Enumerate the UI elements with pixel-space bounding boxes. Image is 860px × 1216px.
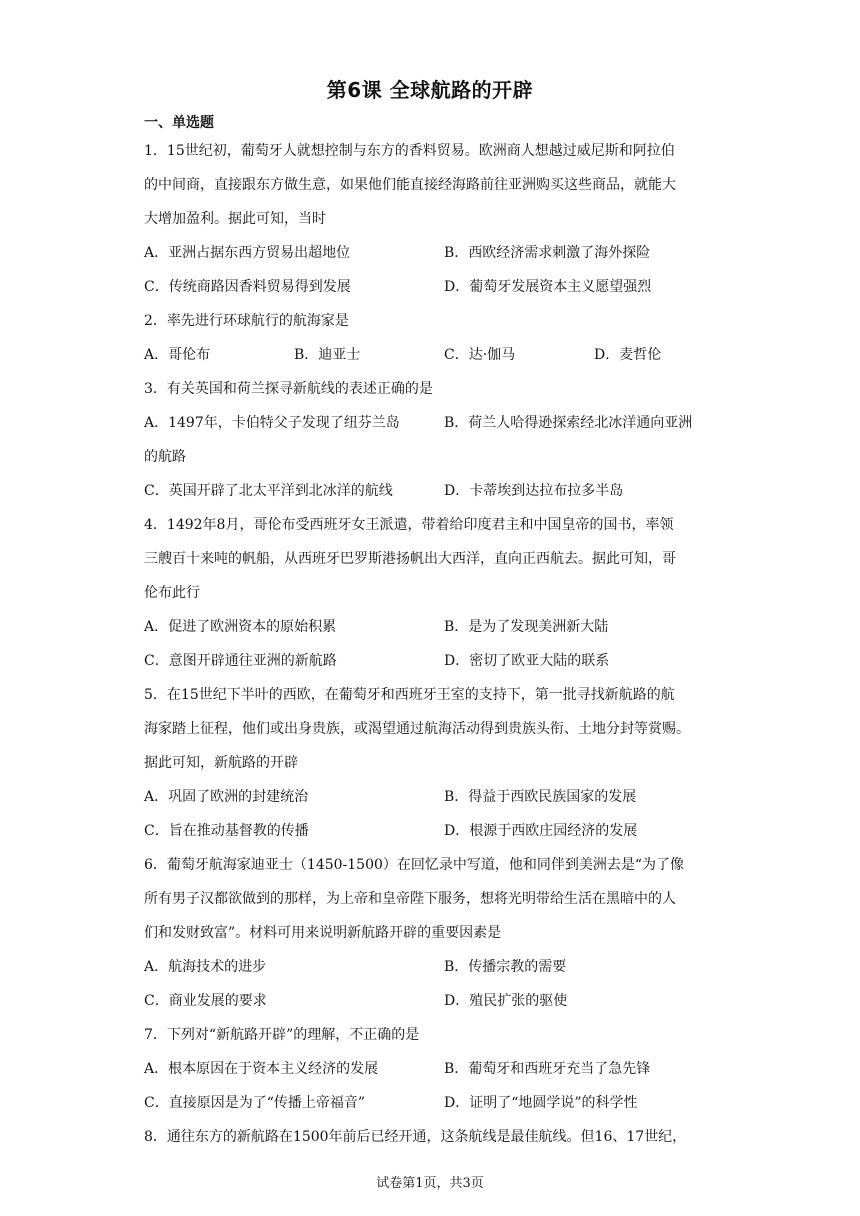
option-d: D．葡萄牙发展资本主义愿望强烈	[444, 279, 652, 295]
question-list	[144, 134, 719, 1154]
page-footer: 试卷第1页，共3页	[376, 1176, 484, 1191]
option-c: C．意图开辟通往亚洲的新航路	[144, 653, 337, 669]
question-stem-line: 7．下列对“新航路开辟”的理解，不正确的是	[144, 1027, 420, 1043]
option-a: A．1497年，卡伯特父子发现了纽芬兰岛	[144, 415, 400, 431]
question-stem-line: 5．在15世纪下半叶的西欧，在葡萄牙和西班牙王室的支持下，第一批寻找新航路的航	[144, 687, 675, 703]
option-b: B．迪亚士	[294, 347, 361, 363]
question-stem-line: 1．15世纪初，葡萄牙人就想控制与东方的香料贸易。欧洲商人想越过威尼斯和阿拉伯	[144, 143, 675, 159]
option-b: B．是为了发现美洲新大陆	[444, 619, 609, 635]
option-a: A．哥伦布	[144, 347, 211, 363]
page-title: 第6课 全球航路的开辟	[326, 78, 534, 102]
option-d: D．麦哲伦	[594, 347, 662, 363]
option-c: C．传统商路因香料贸易得到发展	[144, 279, 351, 295]
option-c: C．商业发展的要求	[144, 993, 267, 1009]
question-7	[144, 1018, 719, 1120]
option-b: B．传播宗教的需要	[444, 959, 567, 975]
question-stem-line: 的中间商，直接跟东方做生意，如果他们能直接经海路前往亚洲购买这些商品，就能大	[144, 177, 676, 193]
question-stem-line: 大增加盈利。据此可知，当时	[144, 211, 326, 227]
option-a: A．航海技术的进步	[144, 959, 267, 975]
question-stem-line: 3．有关英国和荷兰探寻新航线的表述正确的是	[144, 381, 433, 397]
option-a: A．巩固了欧洲的封建统治	[144, 789, 309, 805]
question-1	[144, 134, 719, 304]
option-b: B．得益于西欧民族国家的发展	[444, 789, 637, 805]
option-d: D．根源于西欧庄园经济的发展	[444, 823, 638, 839]
option-b: B．荷兰人哈得逊探索经北冰洋通向亚洲	[444, 415, 693, 431]
option-a: A．根本原因在于资本主义经济的发展	[144, 1061, 379, 1077]
option-d: D．证明了“地圆学说”的科学性	[444, 1095, 638, 1111]
option-c: C．达·伽马	[444, 347, 516, 363]
question-stem-line: 6．葡萄牙航海家迪亚士（1450-1500）在回忆录中写道，他和同伴到美洲去是“为了像	[144, 857, 685, 873]
option-c: C．旨在推动基督教的传播	[144, 823, 309, 839]
question-3	[144, 372, 719, 508]
question-8	[144, 1120, 719, 1154]
option-b-continuation: 的航路	[144, 449, 186, 465]
option-b: B．西欧经济需求刺激了海外探险	[444, 245, 651, 261]
question-stem-line: 据此可知，新航路的开辟	[144, 755, 298, 771]
option-b: B．葡萄牙和西班牙充当了急先锋	[444, 1061, 651, 1077]
section-heading: 一、单选题	[144, 115, 214, 131]
question-stem-line: 4．1492年8月，哥伦布受西班牙女王派遣，带着给印度君主和中国皇帝的国书，率领	[144, 517, 674, 533]
option-a: A．亚洲占据东西方贸易出超地位	[144, 245, 351, 261]
question-stem-line: 海家踏上征程，他们或出身贵族，或渴望通过航海活动得到贵族头衔、土地分封等赏赐。	[144, 721, 690, 737]
option-a: A．促进了欧洲资本的原始积累	[144, 619, 337, 635]
question-stem-line: 伦布此行	[144, 585, 200, 601]
option-d: D．卡蒂埃到达拉布拉多半岛	[444, 483, 624, 499]
question-stem-line: 所有男子汉都欲做到的那样，为上帝和皇帝陛下服务，想将光明带给生活在黑暗中的人	[144, 891, 676, 907]
question-2	[144, 304, 719, 372]
question-6	[144, 848, 719, 1018]
option-c: C．直接原因是为了“传播上帝福音”	[144, 1095, 366, 1111]
question-4	[144, 508, 719, 678]
question-5	[144, 678, 719, 848]
question-stem-line: 们和发财致富”。材料可用来说明新航路开辟的重要因素是	[144, 925, 502, 941]
question-stem-line: 2．率先进行环球航行的航海家是	[144, 313, 349, 329]
question-stem-line: 8．通往东方的新航路在1500年前后已经开通，这条航线是最佳航线。但16、17世纪，	[144, 1129, 687, 1145]
question-stem-line: 三艘百十来吨的帆船，从西班牙巴罗斯港扬帆出大西洋，直向正西航去。据此可知，哥	[144, 551, 676, 567]
option-c: C．英国开辟了北太平洋到北冰洋的航线	[144, 483, 393, 499]
option-d: D．殖民扩张的驱使	[444, 993, 568, 1009]
option-d: D．密切了欧亚大陆的联系	[444, 653, 610, 669]
